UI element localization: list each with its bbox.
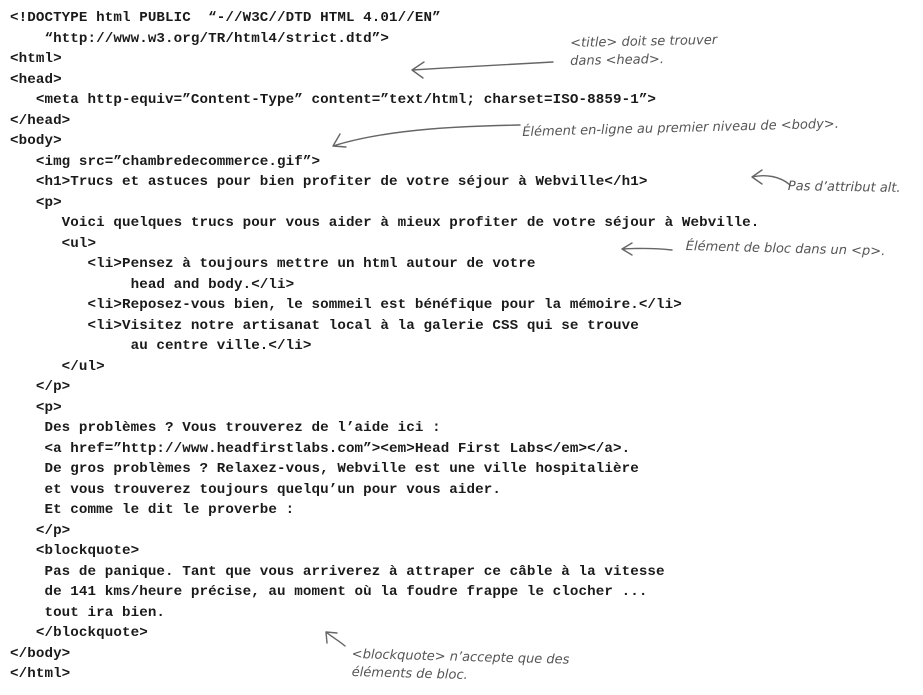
arrow-no-alt: [752, 170, 790, 185]
code-line: Et comme le dit le proverbe :: [10, 502, 295, 518]
code-line: <body>: [10, 133, 62, 149]
code-line: <ul>: [10, 235, 97, 252]
code-line: head and body.</li>: [10, 276, 295, 293]
code-line: de 141 kms/heure précise, au moment où la foudre frappe le clocher ...: [10, 584, 648, 600]
annotation-title-in-head-line2: dans <head>.: [570, 52, 665, 69]
code-line: au centre ville.</li>: [10, 338, 312, 354]
annotation-blockquote-line1: <blockquote> n’accepte que des: [351, 646, 570, 668]
code-line: <!DOCTYPE html PUBLIC “-//W3C//DTD HTML 4.01//EN”: [10, 10, 441, 26]
annotation-title-in-head-line1: <title> doit se trouver: [570, 32, 718, 51]
code-line: </blockquote>: [10, 625, 148, 641]
code-line: Pas de panique. Tant que vous arriverez à attraper ce câble à la vitesse: [10, 563, 665, 580]
code-line: </ul>: [10, 358, 105, 375]
code-line: <meta http-equiv=”Content-Type” content=”text/html; charset=ISO-8859-1”>: [10, 92, 657, 108]
code-line: tout ira bien.: [10, 604, 166, 621]
arrow-block-in-p: [622, 243, 672, 255]
code-line: <li>Reposez-vous bien, le sommeil est bénéfique pour la mémoire.</li>: [10, 297, 682, 313]
code-line: Voici quelques trucs pour vous aider à mieux profiter de votre séjour à Webville.: [10, 215, 760, 231]
code-line: <blockquote>: [10, 543, 140, 559]
annotation-block-in-p: Élément de bloc dans un <p>.: [685, 238, 886, 260]
code-line: <p>: [10, 399, 62, 416]
arrow-title-in-head: [412, 62, 553, 78]
arrow-blockquote: [326, 632, 345, 646]
code-line: </head>: [10, 112, 71, 129]
code-line: <img src=”chambredecommerce.gif”>: [10, 153, 321, 170]
code-line: </body>: [10, 645, 71, 662]
code-line: Des problèmes ? Vous trouverez de l’aide ici :: [10, 420, 441, 436]
code-line: </p>: [10, 379, 71, 395]
code-line: <html>: [10, 51, 62, 67]
arrow-inline-element: [333, 125, 520, 147]
code-line: “http://www.w3.org/TR/html4/strict.dtd”>: [10, 30, 390, 47]
annotation-no-alt: Pas d’attribut alt.: [787, 178, 901, 196]
annotation-inline-element: Élément en-ligne au premier niveau de <body>.: [522, 116, 840, 140]
code-line: <a href=”http://www.headfirstlabs.com”><em>Head First Labs</em></a>.: [10, 440, 631, 457]
annotation-blockquote-line2: éléments de bloc.: [351, 664, 468, 684]
code-line: et vous trouverez toujours quelqu’un pour vous aider.: [10, 481, 501, 498]
code-line: </p>: [10, 522, 71, 539]
code-line: </html>: [10, 666, 71, 682]
code-line: <li>Visitez notre artisanat local à la galerie CSS qui se trouve: [10, 317, 639, 334]
code-line: De gros problèmes ? Relaxez-vous, Webville est une ville hospitalière: [10, 461, 639, 477]
code-line: <h1>Trucs et astuces pour bien profiter de votre séjour à Webville</h1>: [10, 174, 648, 190]
code-line: <head>: [10, 71, 62, 88]
code-line: <li>Pensez à toujours mettre un html autour de votre: [10, 256, 536, 272]
code-line: <p>: [10, 194, 62, 211]
